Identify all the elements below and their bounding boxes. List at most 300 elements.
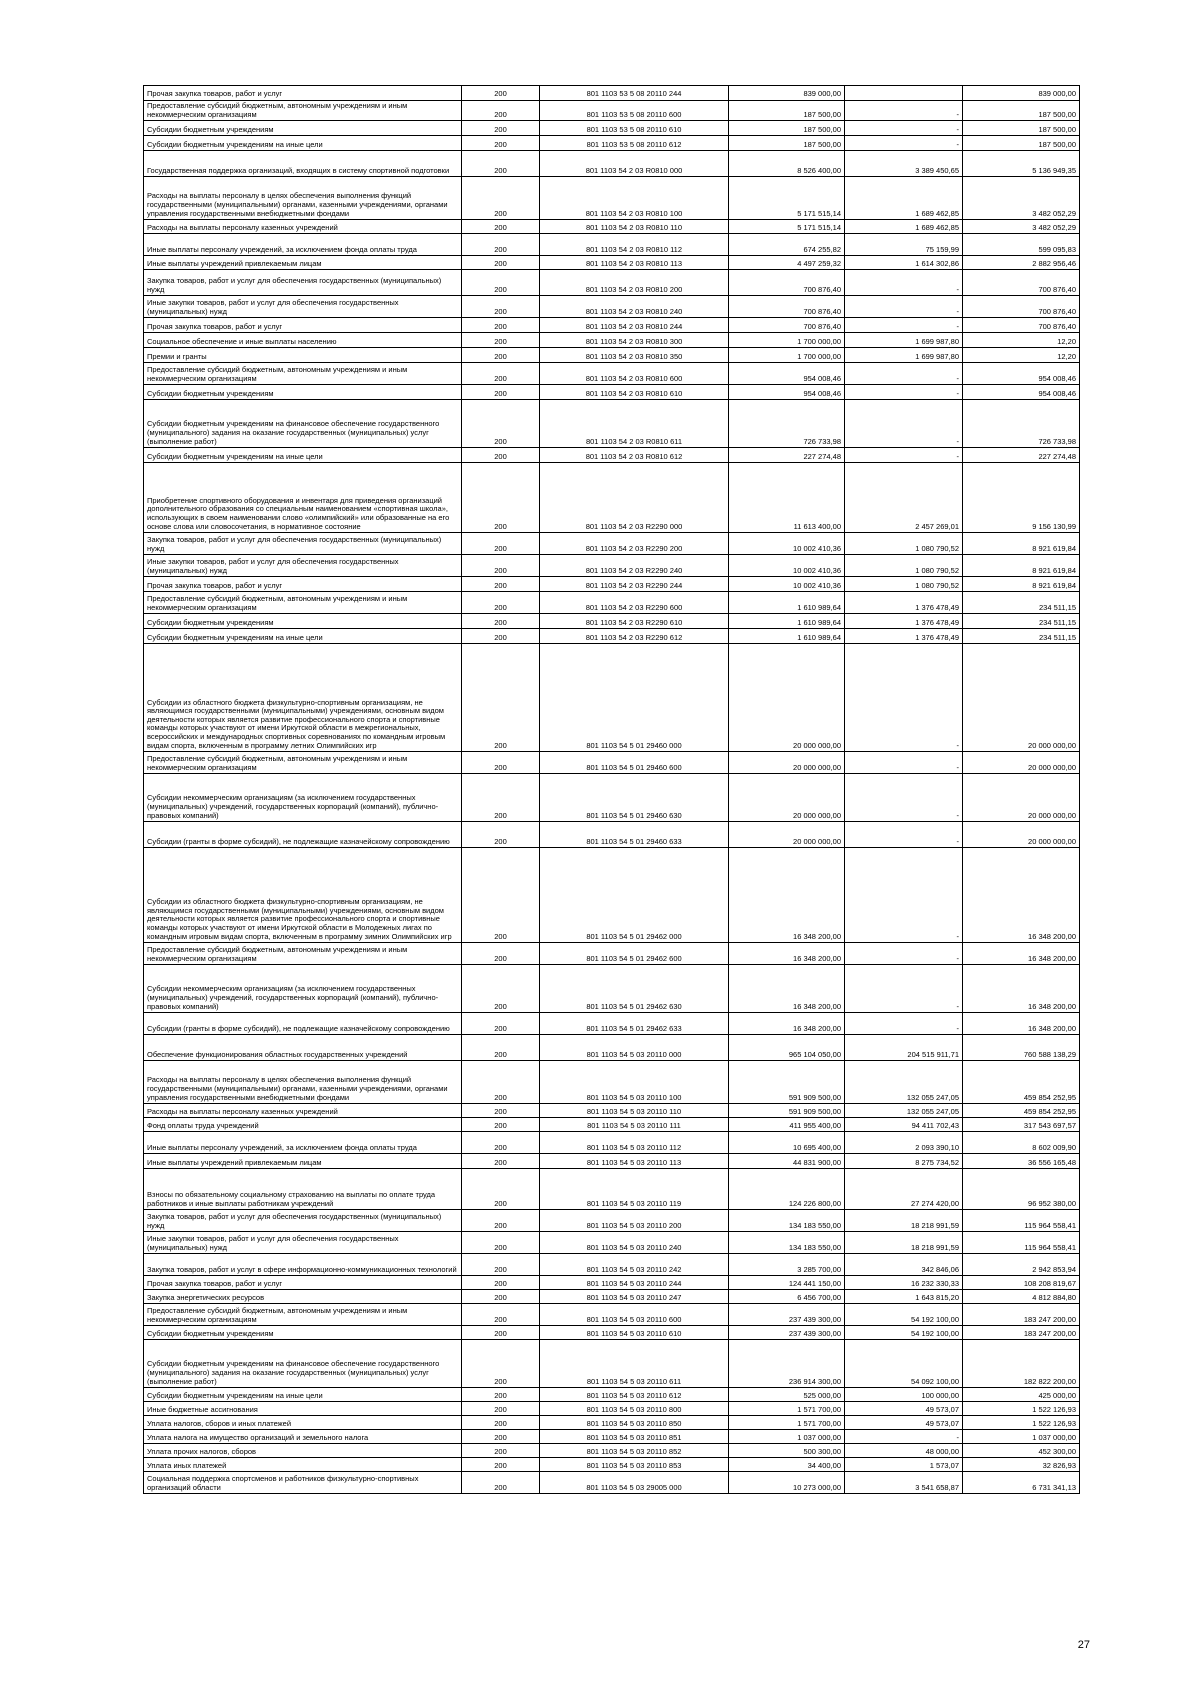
unexecuted-amount: 2 882 956,46 [963,256,1080,270]
admin-code: 200 [462,822,540,848]
line-item-name: Закупка товаров, работ и услуг в сфере информационно-коммуникационных технологий [144,1254,462,1276]
approved-amount: 700 876,40 [729,318,845,333]
line-item-name: Субсидии бюджетным учреждениям на финансовое обеспечение государственного (муниципального) задания на оказание государственных (муниципальных) услуг (выполнение работ) [144,1340,462,1388]
table-row [144,463,1080,533]
budget-classification-code: 801 1103 54 2 03 R0810 110 [540,220,729,234]
budget-classification-code: 801 1103 54 5 01 29460 630 [540,774,729,822]
executed-amount [845,86,963,101]
executed-amount: 1 376 478,49 [845,592,963,614]
admin-code: 200 [462,577,540,592]
admin-code: 200 [462,1061,540,1104]
line-item-name: Субсидии бюджетным учреждениям на иные цели [144,629,462,644]
line-item-name: Субсидии (гранты в форме субсидий), не подлежащие казначейскому сопровождению [144,822,462,848]
unexecuted-amount: 9 156 130,99 [963,463,1080,533]
approved-amount: 5 171 515,14 [729,177,845,220]
approved-amount: 134 183 550,00 [729,1232,845,1254]
line-item-name: Премии и гранты [144,348,462,363]
line-item-name: Уплата прочих налогов, сборов [144,1444,462,1458]
budget-classification-code: 801 1103 54 2 03 R0810 113 [540,256,729,270]
table-row [144,448,1080,463]
table-row [144,400,1080,448]
budget-classification-code: 801 1103 54 5 03 20110 100 [540,1061,729,1104]
budget-classification-code: 801 1103 54 5 01 29460 600 [540,752,729,774]
unexecuted-amount: 760 588 138,29 [963,1035,1080,1061]
approved-amount: 20 000 000,00 [729,644,845,752]
budget-classification-code: 801 1103 54 5 03 20110 851 [540,1430,729,1444]
approved-amount: 20 000 000,00 [729,822,845,848]
admin-code: 200 [462,318,540,333]
unexecuted-amount: 20 000 000,00 [963,822,1080,848]
line-item-name: Расходы на выплаты персоналу казенных учреждений [144,220,462,234]
executed-amount: - [845,822,963,848]
unexecuted-amount: 8 921 619,84 [963,555,1080,577]
admin-code: 200 [462,965,540,1013]
line-item-name: Субсидии (гранты в форме субсидий), не подлежащие казначейскому сопровождению [144,1013,462,1035]
admin-code: 200 [462,234,540,256]
admin-code: 200 [462,296,540,318]
admin-code: 200 [462,1388,540,1402]
budget-classification-code: 801 1103 53 5 08 20110 244 [540,86,729,101]
executed-amount: 3 541 658,87 [845,1472,963,1494]
approved-amount: 187 500,00 [729,121,845,136]
unexecuted-amount: 115 964 558,41 [963,1210,1080,1232]
unexecuted-amount: 1 037 000,00 [963,1430,1080,1444]
approved-amount: 6 456 700,00 [729,1290,845,1304]
table-row [144,1416,1080,1430]
admin-code: 200 [462,848,540,943]
executed-amount: 1 080 790,52 [845,555,963,577]
table-row [144,1444,1080,1458]
table-row [144,1210,1080,1232]
approved-amount: 187 500,00 [729,101,845,121]
executed-amount: 100 000,00 [845,1388,963,1402]
table-row [144,86,1080,101]
table-row [144,555,1080,577]
unexecuted-amount: 317 543 697,57 [963,1118,1080,1132]
admin-code: 200 [462,1326,540,1340]
approved-amount: 1 037 000,00 [729,1430,845,1444]
admin-code: 200 [462,1444,540,1458]
budget-classification-code: 801 1103 54 5 03 20110 112 [540,1132,729,1154]
line-item-name: Субсидии бюджетным учреждениям [144,614,462,629]
table-row [144,1388,1080,1402]
executed-amount: 54 192 100,00 [845,1304,963,1326]
table-row [144,965,1080,1013]
approved-amount: 726 733,98 [729,400,845,448]
unexecuted-amount: 115 964 558,41 [963,1232,1080,1254]
line-item-name: Иные выплаты персоналу учреждений, за исключением фонда оплаты труда [144,234,462,256]
admin-code: 200 [462,1232,540,1254]
executed-amount: - [845,400,963,448]
line-item-name: Социальное обеспечение и иные выплаты населению [144,333,462,348]
budget-classification-code: 801 1103 54 5 01 29462 600 [540,943,729,965]
unexecuted-amount: 36 556 165,48 [963,1154,1080,1169]
executed-amount: - [845,318,963,333]
line-item-name: Субсидии бюджетным учреждениям на иные цели [144,1388,462,1402]
approved-amount: 124 226 800,00 [729,1169,845,1210]
budget-classification-code: 801 1103 54 2 03 R0810 612 [540,448,729,463]
admin-code: 200 [462,1132,540,1154]
unexecuted-amount: 459 854 252,95 [963,1061,1080,1104]
budget-classification-code: 801 1103 54 5 01 29460 000 [540,644,729,752]
approved-amount: 20 000 000,00 [729,752,845,774]
unexecuted-amount: 183 247 200,00 [963,1326,1080,1340]
admin-code: 200 [462,363,540,385]
budget-classification-code: 801 1103 54 5 03 20110 110 [540,1104,729,1118]
table-row [144,1061,1080,1104]
table-row [144,1169,1080,1210]
unexecuted-amount: 32 826,93 [963,1458,1080,1472]
line-item-name: Иные бюджетные ассигнования [144,1402,462,1416]
approved-amount: 591 909 500,00 [729,1104,845,1118]
line-item-name: Иные выплаты учреждений привлекаемым лицам [144,256,462,270]
table-row [144,121,1080,136]
admin-code: 200 [462,774,540,822]
admin-code: 200 [462,1035,540,1061]
budget-classification-code: 801 1103 54 5 03 20110 612 [540,1388,729,1402]
budget-classification-code: 801 1103 54 2 03 R0810 112 [540,234,729,256]
table-row [144,614,1080,629]
table-row [144,1304,1080,1326]
budget-classification-code: 801 1103 53 5 08 20110 610 [540,121,729,136]
budget-classification-code: 801 1103 54 2 03 R2290 610 [540,614,729,629]
approved-amount: 16 348 200,00 [729,943,845,965]
line-item-name: Субсидии бюджетным учреждениям на финансовое обеспечение государственного (муниципального) задания на оказание государственных (муниципальных) услуг (выполнение работ) [144,400,462,448]
line-item-name: Уплата налога на имущество организаций и земельного налога [144,1430,462,1444]
budget-classification-code: 801 1103 54 5 03 20110 852 [540,1444,729,1458]
table-row [144,1276,1080,1290]
unexecuted-amount: 8 602 009,90 [963,1132,1080,1154]
executed-amount: - [845,848,963,943]
approved-amount: 4 497 259,32 [729,256,845,270]
admin-code: 200 [462,448,540,463]
executed-amount: - [845,121,963,136]
admin-code: 200 [462,86,540,101]
table-row [144,1232,1080,1254]
unexecuted-amount: 700 876,40 [963,270,1080,296]
budget-classification-code: 801 1103 54 5 03 20110 850 [540,1416,729,1430]
table-row [144,234,1080,256]
unexecuted-amount: 459 854 252,95 [963,1104,1080,1118]
unexecuted-amount: 599 095,83 [963,234,1080,256]
admin-code: 200 [462,333,540,348]
executed-amount: - [845,1430,963,1444]
unexecuted-amount: 187 500,00 [963,121,1080,136]
table-row [144,385,1080,400]
table-row [144,1132,1080,1154]
line-item-name: Государственная поддержка организаций, входящих в систему спортивной подготовки [144,151,462,177]
line-item-name: Предоставление субсидий бюджетным, автономным учреждениям и иным некоммерческим организациям [144,101,462,121]
approved-amount: 187 500,00 [729,136,845,151]
budget-classification-code: 801 1103 54 5 03 20110 111 [540,1118,729,1132]
admin-code: 200 [462,629,540,644]
admin-code: 200 [462,644,540,752]
table-row [144,1458,1080,1472]
executed-amount: 1 573,07 [845,1458,963,1472]
unexecuted-amount: 20 000 000,00 [963,774,1080,822]
approved-amount: 237 439 300,00 [729,1304,845,1326]
budget-classification-code: 801 1103 54 2 03 R2290 612 [540,629,729,644]
executed-amount: - [845,363,963,385]
approved-amount: 500 300,00 [729,1444,845,1458]
executed-amount: 94 411 702,43 [845,1118,963,1132]
budget-classification-code: 801 1103 54 5 03 20110 000 [540,1035,729,1061]
budget-classification-code: 801 1103 54 5 03 20110 244 [540,1276,729,1290]
admin-code: 200 [462,1402,540,1416]
admin-code: 200 [462,400,540,448]
admin-code: 200 [462,1013,540,1035]
executed-amount: 132 055 247,05 [845,1104,963,1118]
approved-amount: 8 526 400,00 [729,151,845,177]
approved-amount: 1 700 000,00 [729,333,845,348]
table-row [144,333,1080,348]
budget-classification-code: 801 1103 54 2 03 R0810 300 [540,333,729,348]
executed-amount: - [845,774,963,822]
unexecuted-amount: 954 008,46 [963,363,1080,385]
admin-code: 200 [462,1416,540,1430]
line-item-name: Иные закупки товаров, работ и услуг для обеспечения государственных (муниципальных) нужд [144,1232,462,1254]
approved-amount: 16 348 200,00 [729,1013,845,1035]
approved-amount: 1 610 989,64 [729,629,845,644]
unexecuted-amount: 234 511,15 [963,629,1080,644]
executed-amount: 1 614 302,86 [845,256,963,270]
executed-amount: 1 376 478,49 [845,629,963,644]
admin-code: 200 [462,270,540,296]
line-item-name: Уплата иных платежей [144,1458,462,1472]
executed-amount: 1 080 790,52 [845,533,963,555]
budget-classification-code: 801 1103 54 5 03 20110 853 [540,1458,729,1472]
budget-classification-code: 801 1103 54 5 03 20110 611 [540,1340,729,1388]
table-row [144,533,1080,555]
table-row [144,256,1080,270]
budget-classification-code: 801 1103 53 5 08 20110 612 [540,136,729,151]
line-item-name: Социальная поддержка спортсменов и работников физкультурно-спортивных организаций области [144,1472,462,1494]
table-row [144,577,1080,592]
approved-amount: 237 439 300,00 [729,1326,845,1340]
unexecuted-amount: 1 522 126,93 [963,1416,1080,1430]
unexecuted-amount: 954 008,46 [963,385,1080,400]
budget-classification-code: 801 1103 54 2 03 R2290 200 [540,533,729,555]
budget-classification-code: 801 1103 54 2 03 R0810 200 [540,270,729,296]
table-row [144,848,1080,943]
approved-amount: 236 914 300,00 [729,1340,845,1388]
approved-amount: 965 104 050,00 [729,1035,845,1061]
executed-amount: 18 218 991,59 [845,1232,963,1254]
admin-code: 200 [462,1290,540,1304]
budget-classification-code: 801 1103 54 5 03 20110 600 [540,1304,729,1326]
budget-classification-code: 801 1103 54 5 01 29460 633 [540,822,729,848]
line-item-name: Субсидии бюджетным учреждениям [144,385,462,400]
admin-code: 200 [462,555,540,577]
approved-amount: 10 002 410,36 [729,533,845,555]
table-row [144,177,1080,220]
line-item-name: Взносы по обязательному социальному страхованию на выплаты по оплате труда работников и иные выплаты работникам учреждений [144,1169,462,1210]
approved-amount: 954 008,46 [729,385,845,400]
admin-code: 200 [462,1118,540,1132]
unexecuted-amount: 8 921 619,84 [963,577,1080,592]
admin-code: 200 [462,151,540,177]
line-item-name: Расходы на выплаты персоналу в целях обеспечения выполнения функций государственными (муниципальными) органами, казенными учреждениями, органами управления государственными внебюджетными фондами [144,177,462,220]
table-row [144,592,1080,614]
approved-amount: 10 695 400,00 [729,1132,845,1154]
table-row [144,101,1080,121]
unexecuted-amount: 16 348 200,00 [963,1013,1080,1035]
table-row [144,774,1080,822]
approved-amount: 10 002 410,36 [729,577,845,592]
admin-code: 200 [462,1254,540,1276]
admin-code: 200 [462,1472,540,1494]
approved-amount: 1 571 700,00 [729,1402,845,1416]
unexecuted-amount: 425 000,00 [963,1388,1080,1402]
line-item-name: Обеспечение функционирования областных государственных учреждений [144,1035,462,1061]
admin-code: 200 [462,1210,540,1232]
line-item-name: Предоставление субсидий бюджетным, автономным учреждениям и иным некоммерческим организациям [144,1304,462,1326]
table-row [144,1402,1080,1416]
table-row [144,348,1080,363]
admin-code: 200 [462,614,540,629]
table-row [144,296,1080,318]
line-item-name: Иные закупки товаров, работ и услуг для обеспечения государственных (муниципальных) нужд [144,555,462,577]
table-row [144,1013,1080,1035]
table-row [144,363,1080,385]
unexecuted-amount: 3 482 052,29 [963,177,1080,220]
unexecuted-amount: 187 500,00 [963,136,1080,151]
unexecuted-amount: 12,20 [963,333,1080,348]
admin-code: 200 [462,1458,540,1472]
table-row [144,822,1080,848]
table-row [144,1326,1080,1340]
line-item-name: Субсидии из областного бюджета физкультурно-спортивным организациям, не являющимся государственными (муниципальными) учреждениями, основным видом деятельности которых является развитие профессионального спорта и спортивные команды которых участвуют от имени Иркутской области в межрегиональных, всероссийских и международных спортивных соревнованиях по командным игровым видам спорта, включенным в программу летних Олимпийских игр [144,644,462,752]
unexecuted-amount: 182 822 200,00 [963,1340,1080,1388]
approved-amount: 1 700 000,00 [729,348,845,363]
table-row [144,1340,1080,1388]
executed-amount: 1 699 987,80 [845,348,963,363]
table-row [144,1104,1080,1118]
admin-code: 200 [462,1154,540,1169]
budget-classification-code: 801 1103 54 5 01 29462 633 [540,1013,729,1035]
budget-classification-code: 801 1103 54 2 03 R2290 600 [540,592,729,614]
budget-execution-table [143,85,1080,1494]
approved-amount: 134 183 550,00 [729,1210,845,1232]
line-item-name: Субсидии некоммерческим организациям (за исключением государственных (муниципальных) учреждений, государственных корпораций (компаний), публично-правовых компаний) [144,965,462,1013]
table-row [144,644,1080,752]
table-row [144,752,1080,774]
budget-classification-code: 801 1103 54 5 03 20110 610 [540,1326,729,1340]
budget-classification-code: 801 1103 54 2 03 R0810 244 [540,318,729,333]
line-item-name: Расходы на выплаты персоналу казенных учреждений [144,1104,462,1118]
executed-amount: 16 232 330,33 [845,1276,963,1290]
unexecuted-amount: 16 348 200,00 [963,965,1080,1013]
budget-classification-code: 801 1103 54 2 03 R0810 000 [540,151,729,177]
approved-amount: 11 613 400,00 [729,463,845,533]
admin-code: 200 [462,1276,540,1290]
unexecuted-amount: 234 511,15 [963,592,1080,614]
budget-classification-code: 801 1103 54 5 03 20110 240 [540,1232,729,1254]
approved-amount: 44 831 900,00 [729,1154,845,1169]
line-item-name: Иные выплаты персоналу учреждений, за исключением фонда оплаты труда [144,1132,462,1154]
line-item-name: Закупка товаров, работ и услуг для обеспечения государственных (муниципальных) нужд [144,533,462,555]
approved-amount: 5 171 515,14 [729,220,845,234]
admin-code: 200 [462,1104,540,1118]
admin-code: 200 [462,1340,540,1388]
table-row [144,151,1080,177]
table-row [144,1430,1080,1444]
line-item-name: Субсидии из областного бюджета физкультурно-спортивным организациям, не являющимся государственными (муниципальными) учреждениями, основным видом деятельности которых является развитие профессионального спорта и спортивные команды которых участвуют от имени Иркутской области в Молодежных лигах по командным игровым видам спорта, включенным в программу зимних Олимпийских игр [144,848,462,943]
unexecuted-amount: 5 136 949,35 [963,151,1080,177]
line-item-name: Субсидии бюджетным учреждениям на иные цели [144,448,462,463]
unexecuted-amount: 234 511,15 [963,614,1080,629]
executed-amount: 1 699 987,80 [845,333,963,348]
table-row [144,1118,1080,1132]
budget-classification-code: 801 1103 54 2 03 R0810 350 [540,348,729,363]
approved-amount: 16 348 200,00 [729,848,845,943]
executed-amount: 49 573,07 [845,1416,963,1430]
approved-amount: 1 610 989,64 [729,592,845,614]
executed-amount: 75 159,99 [845,234,963,256]
approved-amount: 591 909 500,00 [729,1061,845,1104]
executed-amount: 48 000,00 [845,1444,963,1458]
budget-classification-code: 801 1103 54 5 01 29462 000 [540,848,729,943]
budget-classification-code: 801 1103 53 5 08 20110 600 [540,101,729,121]
executed-amount: - [845,270,963,296]
page-number: 27 [1077,1639,1090,1651]
unexecuted-amount: 2 942 853,94 [963,1254,1080,1276]
table-row [144,136,1080,151]
table-row [144,1154,1080,1169]
budget-classification-code: 801 1103 54 5 01 29462 630 [540,965,729,1013]
executed-amount: 1 689 462,85 [845,177,963,220]
line-item-name: Уплата налогов, сборов и иных платежей [144,1416,462,1430]
admin-code: 200 [462,752,540,774]
executed-amount: - [845,1013,963,1035]
table-row [144,629,1080,644]
unexecuted-amount: 6 731 341,13 [963,1472,1080,1494]
table-row [144,318,1080,333]
line-item-name: Предоставление субсидий бюджетным, автономным учреждениям и иным некоммерческим организациям [144,752,462,774]
admin-code: 200 [462,592,540,614]
unexecuted-amount: 183 247 200,00 [963,1304,1080,1326]
budget-classification-code: 801 1103 54 5 03 20110 113 [540,1154,729,1169]
table-row [144,1290,1080,1304]
unexecuted-amount: 1 522 126,93 [963,1402,1080,1416]
line-item-name: Предоставление субсидий бюджетным, автономным учреждениям и иным некоммерческим организациям [144,592,462,614]
budget-classification-code: 801 1103 54 5 03 20110 242 [540,1254,729,1276]
unexecuted-amount: 96 952 380,00 [963,1169,1080,1210]
unexecuted-amount: 3 482 052,29 [963,220,1080,234]
line-item-name: Прочая закупка товаров, работ и услуг [144,1276,462,1290]
line-item-name: Субсидии бюджетным учреждениям [144,1326,462,1340]
executed-amount: 1 689 462,85 [845,220,963,234]
executed-amount: - [845,644,963,752]
executed-amount: - [845,296,963,318]
executed-amount: 18 218 991,59 [845,1210,963,1232]
unexecuted-amount: 227 274,48 [963,448,1080,463]
approved-amount: 839 000,00 [729,86,845,101]
unexecuted-amount: 700 876,40 [963,318,1080,333]
admin-code: 200 [462,101,540,121]
budget-classification-code: 801 1103 54 2 03 R0810 600 [540,363,729,385]
admin-code: 200 [462,533,540,555]
unexecuted-amount: 8 921 619,84 [963,533,1080,555]
approved-amount: 700 876,40 [729,296,845,318]
executed-amount: 54 192 100,00 [845,1326,963,1340]
budget-classification-code: 801 1103 54 2 03 R0810 611 [540,400,729,448]
executed-amount: 1 643 815,20 [845,1290,963,1304]
approved-amount: 124 441 150,00 [729,1276,845,1290]
line-item-name: Расходы на выплаты персоналу в целях обеспечения выполнения функций государственными (муниципальными) органами, казенными учреждениями, органами управления государственными внебюджетными фондами [144,1061,462,1104]
approved-amount: 411 955 400,00 [729,1118,845,1132]
budget-classification-code: 801 1103 54 2 03 R2290 000 [540,463,729,533]
